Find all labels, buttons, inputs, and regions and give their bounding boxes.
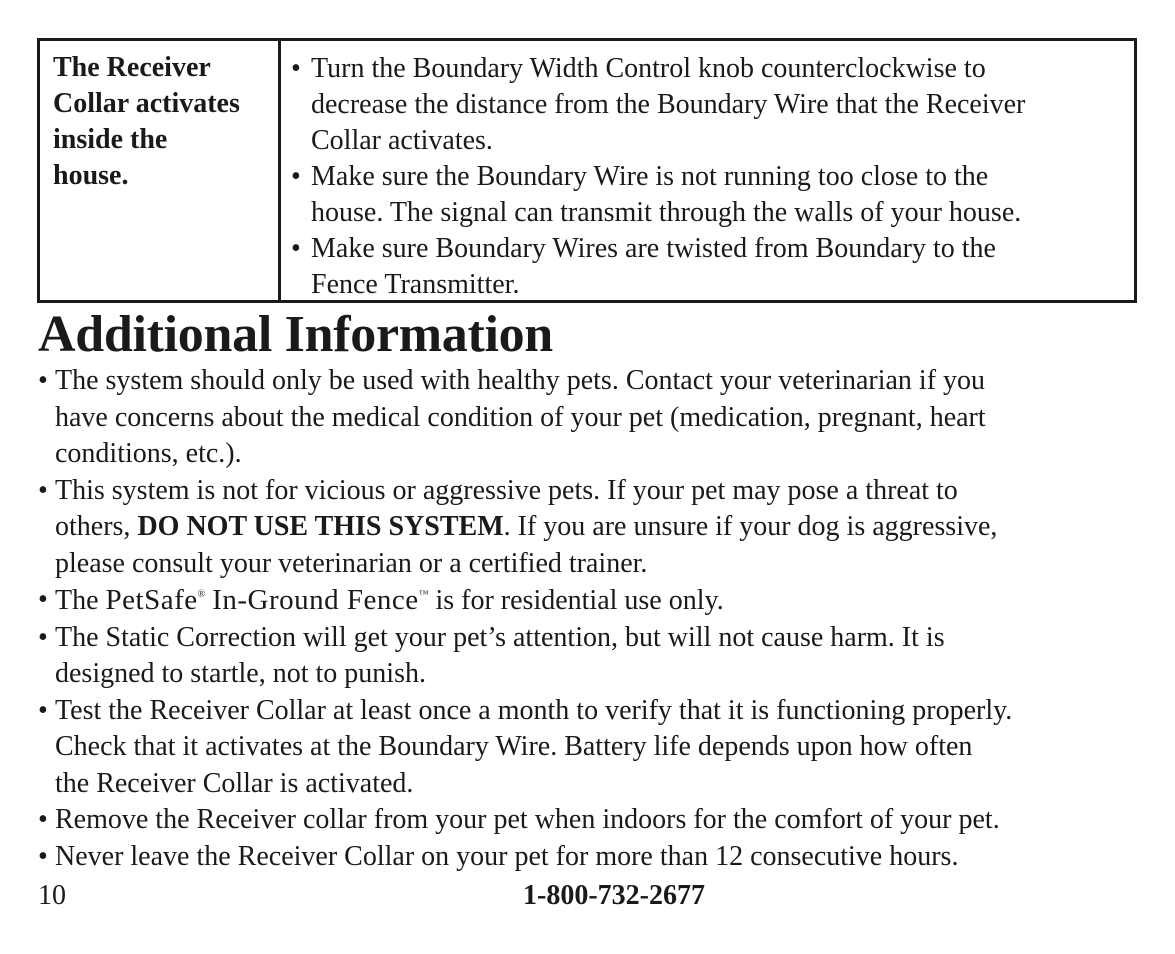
solution-line: Collar activates. — [311, 125, 493, 156]
solution-line: • Turn the Boundary Width Control knob counterclockwise to — [311, 53, 986, 84]
solution-item — [291, 231, 1134, 303]
info-line — [55, 582, 1138, 620]
info-line: • The Static Correction will get your pet’s attention, but will not cause harm. It is — [55, 621, 945, 653]
info-line: designed to startle, not to punish. — [55, 658, 426, 689]
solution-item — [291, 159, 1134, 231]
registered-mark: ® — [197, 589, 206, 600]
solution-line: • Make sure Boundary Wires are twisted from Boundary to the — [311, 233, 996, 264]
info-text: The — [55, 585, 106, 616]
info-line: • The system should only be used with healthy pets. Contact your veterinarian if you — [55, 365, 986, 396]
solution-line: decrease the distance from the Boundary Wire that the Receiver — [311, 89, 1026, 120]
info-line: Check that it activates at the Boundary Wire. Battery life depends upon how often — [55, 731, 973, 762]
info-text: others, — [55, 511, 138, 542]
info-item — [38, 620, 1138, 693]
info-line: please consult your veterinarian or a certified trainer. — [55, 547, 648, 579]
info-item — [38, 473, 1138, 583]
info-item — [38, 802, 1138, 839]
problem-line: inside the — [53, 124, 168, 155]
info-line — [55, 509, 1138, 546]
section-title: Additional Information — [38, 306, 553, 363]
solution-line: house. The signal can transmit through the walls of your house. — [311, 197, 1022, 228]
info-text: is for residential use only. — [428, 585, 724, 616]
problem-line: The Receiver — [53, 52, 211, 83]
solution-cell — [281, 41, 1134, 300]
trademark-mark: ™ — [418, 589, 429, 600]
product-name: In-Ground Fence — [212, 584, 419, 616]
support-phone: 1-800-732-2677 — [523, 880, 705, 911]
info-line: • Never leave the Receiver Collar on your pet for more than 12 consecutive hours. — [55, 840, 959, 872]
info-line: conditions, etc.). — [55, 438, 242, 469]
solution-item — [291, 51, 1134, 159]
info-item — [38, 839, 1138, 876]
info-line: • This system is not for vicious or aggressive pets. If your pet may pose a threat to — [55, 474, 958, 506]
page-number: 10 — [38, 880, 66, 911]
solution-line: Fence Transmitter. — [311, 269, 520, 300]
problem-cell — [40, 41, 281, 300]
solution-line: • Make sure the Boundary Wire is not running too close to the — [311, 161, 989, 192]
brand-name: PetSafe — [105, 584, 198, 616]
info-item — [38, 693, 1138, 803]
troubleshooting-table — [37, 38, 1137, 303]
info-line: the Receiver Collar is activated. — [55, 767, 414, 799]
problem-line: house. — [53, 160, 129, 191]
info-item — [38, 363, 1138, 473]
info-text: . If you are unsure if your dog is aggressive, — [503, 511, 998, 542]
info-line: • Test the Receiver Collar at least once a month to verify that it is functioning properly. — [55, 694, 1013, 726]
warning-text: DO NOT USE THIS SYSTEM — [137, 511, 504, 542]
info-item — [38, 582, 1138, 620]
info-line: • Remove the Receiver collar from your pet when indoors for the comfort of your pet. — [55, 804, 1000, 835]
problem-line: Collar activates — [53, 88, 240, 119]
info-line: have concerns about the medical condition of your pet (medication, pregnant, heart — [55, 401, 986, 433]
info-list — [38, 363, 1138, 875]
